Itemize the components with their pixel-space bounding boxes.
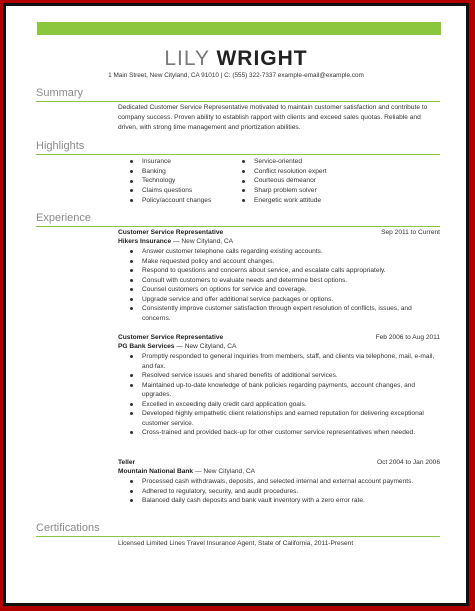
list-item: Maintained up-to-date knowledge of bank policies regarding payments, account changes, and upgrades. xyxy=(118,381,440,400)
job-employer: Hikers Insurance xyxy=(118,238,172,245)
job-location: — New Cityland, CA xyxy=(193,468,256,475)
header-accent-bar xyxy=(37,22,441,35)
list-item: Consistently improve customer satisfaction through expert resolution of conflicts, issues, and concerns. xyxy=(118,304,440,323)
list-item: Banking xyxy=(128,167,211,177)
job-duties-list xyxy=(118,477,440,506)
job-location: — New Cityland, CA xyxy=(174,343,237,350)
highlights-right-list xyxy=(240,157,327,206)
job-duties-list xyxy=(118,247,440,323)
first-name: LILY xyxy=(164,47,210,70)
list-item: Insurance xyxy=(128,157,211,167)
list-item: Consult with customers to evaluate needs and determine best options. xyxy=(118,276,440,286)
list-item: Sharp problem solver xyxy=(240,186,327,196)
job-employer-line xyxy=(118,343,236,350)
list-item: Developed highly empathetic client relationships and earned reputation for delivering exceptional customer service. xyxy=(118,409,440,428)
job-title: Customer Service Representative xyxy=(118,229,224,236)
list-item: Balanced daily cash deposits and bank vault inventory with a zero error rate. xyxy=(118,496,440,506)
list-item: Energetic work attitude xyxy=(240,196,327,206)
candidate-name xyxy=(6,47,466,71)
job-employer-line xyxy=(118,468,255,475)
list-item: Answer customer telephone calls regarding existing accounts. xyxy=(118,247,440,257)
job-title: Customer Service Representative xyxy=(118,334,224,341)
job-dates: Sep 2011 to Current xyxy=(381,229,440,236)
list-item: Conflict resolution expert xyxy=(240,167,327,177)
job-dates: Feb 2006 to Aug 2011 xyxy=(375,334,440,341)
job-title: Teller xyxy=(118,459,136,466)
list-item: Counsel customers on options for service and coverage. xyxy=(118,285,440,295)
section-title-certifications: Certifications xyxy=(36,522,100,534)
contact-line: 1 Main Street, New Cityland, CA 91010 | C: (555) 322-7337 example-email@example.com xyxy=(108,72,364,79)
certification-text: Licensed Limited Lines Travel Insurance Agent, State of California, 2011-Present xyxy=(118,540,354,547)
list-item: Resolved service issues and shared benefits of additional services. xyxy=(118,371,440,381)
list-item: Service-oriented xyxy=(240,157,327,167)
highlights-left-list xyxy=(128,157,211,206)
section-rule-certifications xyxy=(36,536,440,537)
summary-text: Dedicated Customer Service Representative motivated to maintain customer satisfaction and contribute to company success. Proven ability to establish rapport with clients and exceed sales quotas. Reliable and driven, with strong time management and priortization abilities. xyxy=(118,104,428,131)
list-item: Technology xyxy=(128,176,211,186)
job-employer-line xyxy=(118,238,233,245)
list-item: Excelled in exceeding daily credit card application goals. xyxy=(118,400,440,410)
job-dates: Oct 2004 to Jan 2006 xyxy=(376,459,440,466)
resume-page xyxy=(6,6,466,603)
section-title-summary: Summary xyxy=(36,87,84,99)
list-item: Policy/account changes xyxy=(128,196,211,206)
section-rule-experience xyxy=(36,226,440,227)
list-item: Courteous demeanor xyxy=(240,176,327,186)
list-item: Processed cash withdrawals, deposits, and selected internal and external account payments. xyxy=(118,477,440,487)
section-rule-summary xyxy=(36,101,440,102)
last-name: WRIGHT xyxy=(216,47,308,70)
job-location: — New Cityland, CA xyxy=(171,238,234,245)
section-title-highlights: Highlights xyxy=(36,140,85,152)
job-duties-list xyxy=(118,352,440,438)
list-item: Claims questions xyxy=(128,186,211,196)
list-item: Adhered to regulatory, security, and audit procedures. xyxy=(118,487,440,497)
job-employer: Mountain National Bank xyxy=(118,468,194,475)
list-item: Promptly responded to general inquiries from members, staff, and clients via telephone, mail, e-mail, and fax. xyxy=(118,352,440,371)
list-item: Make requested policy and account changes. xyxy=(118,257,440,267)
section-rule-highlights xyxy=(36,154,440,155)
job-employer: PG Bank Services xyxy=(118,343,175,350)
section-title-experience: Experience xyxy=(36,212,92,224)
list-item: Cross-trained and provided back-up for other customer service representatives when needed. xyxy=(118,428,440,438)
list-item: Upgrade service and offer additional service packages or options. xyxy=(118,295,440,305)
list-item: Respond to questions and concerns about service, and escalate calls appropriately. xyxy=(118,266,440,276)
